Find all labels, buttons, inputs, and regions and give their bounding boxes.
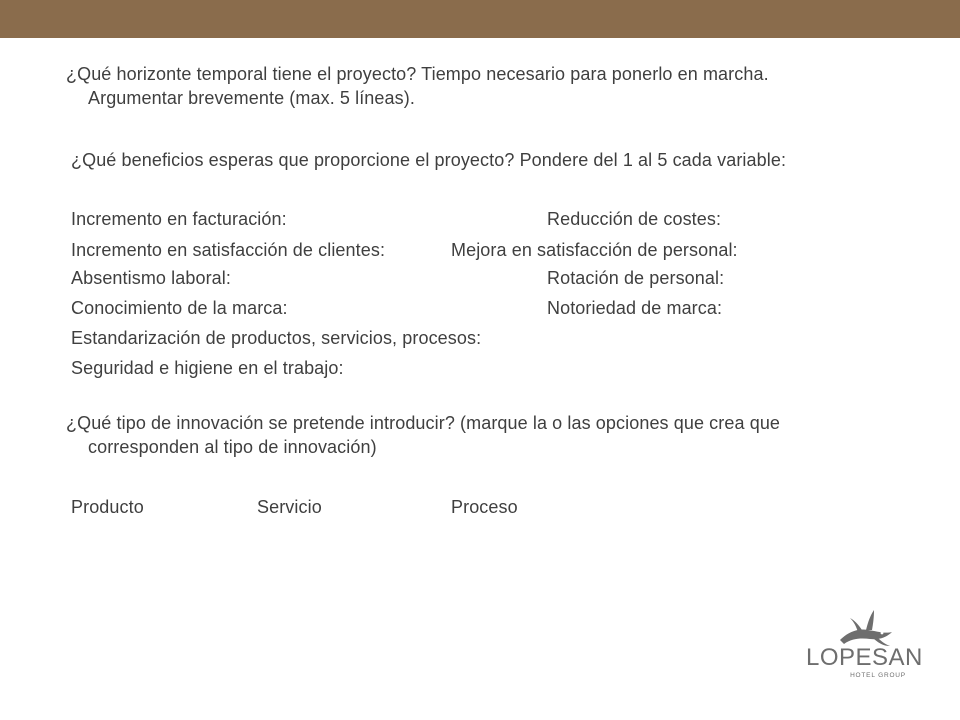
question-benefits: ¿Qué beneficios esperas que proporcione el proyecto? Pondere del 1 al 5 cada variable: bbox=[71, 150, 787, 170]
question-innovation-type: ¿Qué tipo de innovación se pretende introducir? (marque la o las opciones que crea que bbox=[66, 413, 781, 433]
lopesan-logo bbox=[806, 606, 923, 686]
innovation-option-proceso: Proceso bbox=[451, 497, 518, 517]
benefit-label: Estandarización de productos, servicios, procesos: bbox=[71, 328, 482, 348]
benefit-label: Reducción de costes: bbox=[547, 209, 722, 229]
logo-name: LOPESAN bbox=[806, 644, 923, 671]
top-bar bbox=[0, 0, 960, 38]
question-time-horizon: ¿Qué horizonte temporal tiene el proyecto? Tiempo necesario para ponerlo en marcha. bbox=[66, 64, 769, 84]
logo-subtitle: HOTEL GROUP bbox=[850, 672, 906, 679]
innovation-option-producto: Producto bbox=[71, 497, 144, 517]
benefit-label: Mejora en satisfacción de personal: bbox=[451, 240, 738, 260]
question-time-horizon-cont: Argumentar brevemente (max. 5 líneas). bbox=[88, 88, 415, 108]
innovation-option-servicio: Servicio bbox=[257, 497, 322, 517]
benefit-label: Incremento en satisfacción de clientes: bbox=[71, 240, 386, 260]
question-innovation-type-cont: corresponden al tipo de innovación) bbox=[88, 437, 377, 457]
benefit-label: Incremento en facturación: bbox=[71, 209, 287, 229]
benefit-label: Seguridad e higiene en el trabajo: bbox=[71, 358, 344, 378]
benefit-label: Conocimiento de la marca: bbox=[71, 298, 288, 318]
benefit-label: Absentismo laboral: bbox=[71, 268, 231, 288]
benefit-label: Rotación de personal: bbox=[547, 268, 725, 288]
benefit-label: Notoriedad de marca: bbox=[547, 298, 723, 318]
